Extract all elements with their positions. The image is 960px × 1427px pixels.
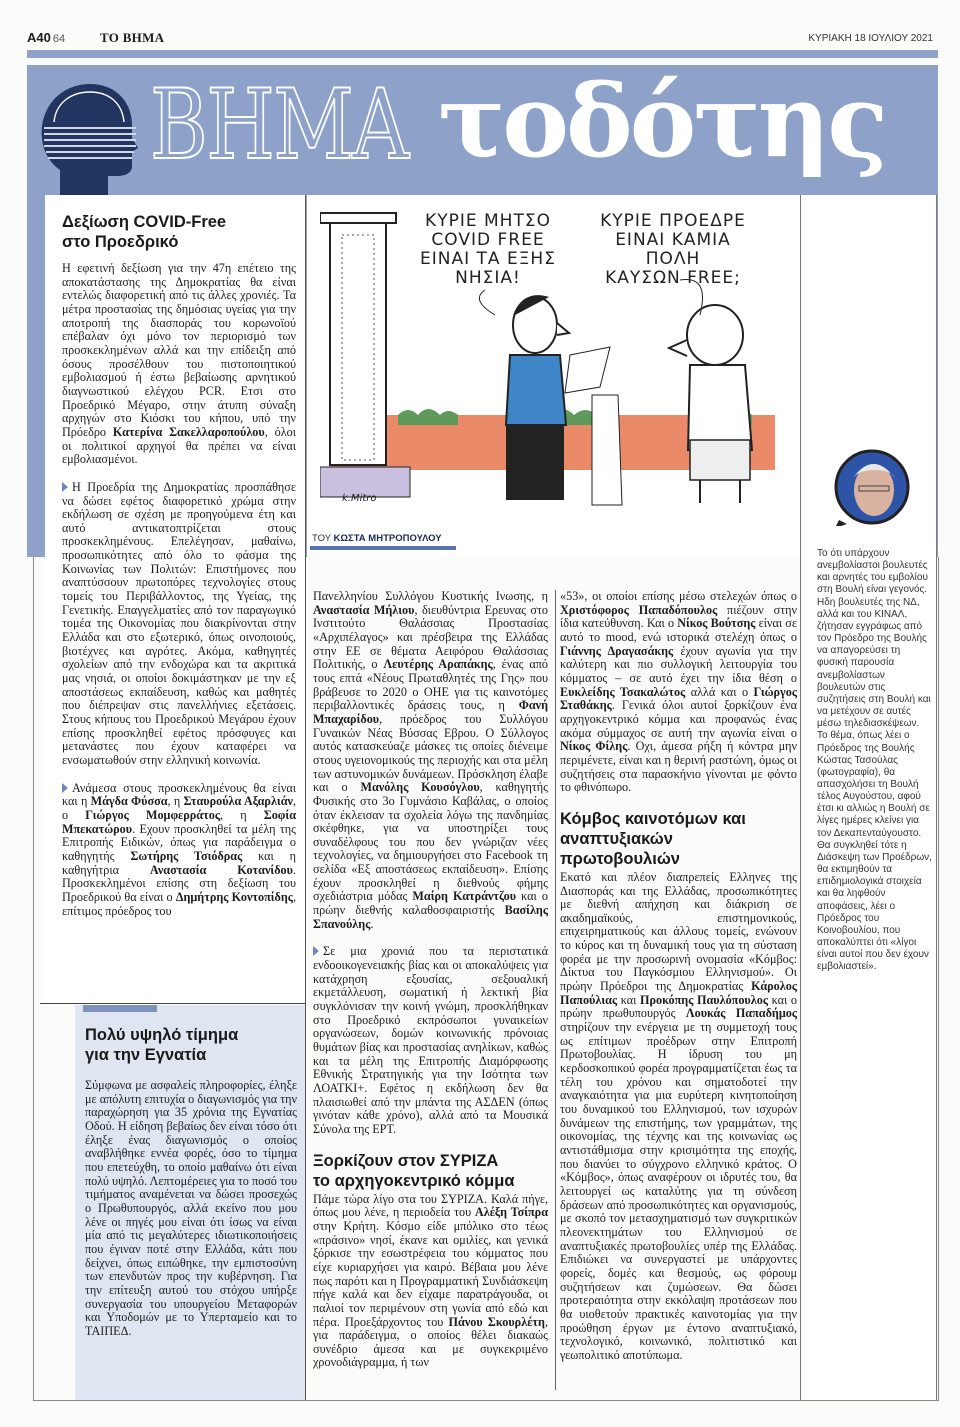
text-run: Η Προεδρία της Δημοκρατίας προσπάθησε να δώσει εφέτος διαφορετικό χρώμα στην εκδήλωση σε σχέση με προηγούμενα έτη και αυτό αντικατοπτρίζεται στους προσκεκλημένους. Επελέγησαν, μαθαίνω, προσωπικότητες από όλο το φάσμα της Κοινωνίας των Πολιτών: Επιστήμονες που αναπτύσσουν πρωτοπόρες τεχνολογίες στους τομείς του Περιβάλλοντος, της Υγείας, της Γενετικής. Επαγγελματίες από τον παραγωγικό τομέα της Οικονομίας που διακρίνονται στην Ελλάδα και στο εξωτερικό, όπως οινοποιούς, βιοτέχνες και αγρότες. Ακόμα, καθηγητές σχολείων από την ενδοχώρα και τα ακριτικά μας νησιά, οι οποίοι δοκιμάστηκαν με την εξ αποστάσεως εκπαίδευση, καθώς και μαθητές που διέπρεψαν στις πανελλήνιες εξετάσεις. Στους κήπους του Προεδρικού Μεγάρου έχουν επίσης προσκληθεί εφέτος πρόσφυγες και μετανάστες που έχουν καταφέρει να ενσωματωθούν στην ελληνική κοινωνία. bbox=[62, 479, 296, 767]
text-run: αλλά και ο bbox=[685, 684, 754, 699]
paragraph bbox=[313, 590, 548, 931]
person-name: Κατερίνα Σακελλαροπούλου bbox=[112, 424, 265, 439]
paragraph bbox=[313, 945, 548, 1136]
text-run: Εκατό και πλέον διαπρεπείς Ελληνες της Διασποράς και της Ελλάδας, προσωπικότητες με διεθνή απήχηση και διάκριση σε ακαδημαϊκούς, επιστημονικούς, επιχειρηματικούς και άλλους τομείς, ενώνουν το κύρος και τη δυναμική τους για τη σύσταση φορέα με την προσωρινή ονομασία «Κόμβος: Δίκτυα του Παγκόσμιου Ελληνισμού». Οι πρώην Πρόεδροι της Δημοκρατίας bbox=[560, 869, 797, 994]
text-run: , καθηγητής Φυσικής στο 3ο Γυμνάσιο Καβάλας, ο οποίος όταν έκλεισαν τα σχολεία λόγω της πανδημίας σκέφθηκε, για να υποστηρίξει τους συναδέλφους του που δεν γνώριζαν νέες τεχνολογίες, να δημιουργήσει στο Facebook τη σελίδα «Εξ αποστάσεως εκπαίδευση». Επίσης έχουν προσκληθεί η διεθνούς φήμης σχεδιάστρια μόδας bbox=[313, 780, 549, 904]
person-name: Λευτέρης Αραπάκης bbox=[383, 657, 493, 672]
paragraph bbox=[62, 262, 296, 467]
speech-line: ΝΗΣΙΑ! bbox=[455, 268, 521, 288]
article-body bbox=[313, 590, 548, 1137]
person-name: Βασίλης Σπανούλης bbox=[313, 903, 548, 931]
text-run: πιέζουν στην ίδια κατεύθυνση. Και ο bbox=[560, 602, 797, 631]
article-body bbox=[313, 1193, 548, 1371]
column-rule bbox=[305, 195, 306, 1400]
article-body bbox=[85, 1079, 297, 1338]
text-run: , επίτιμος πρόεδρος του bbox=[62, 889, 296, 918]
person-name: Φανή Μπαχαρίδου bbox=[313, 698, 548, 726]
person-name: Νίκος Βούτσης bbox=[677, 616, 756, 631]
speech-line: ΚΥΡΙΕ ΠΡΟΕΔΡΕ bbox=[600, 211, 746, 231]
text-run: Πανελληνίου Συλλόγου Κυστικής Ινωσης, η bbox=[313, 589, 548, 603]
text-run: . Προσκεκλημένοι επίσης στη δεξίωση του Προεδρικού θα είναι ο bbox=[62, 862, 296, 904]
text-run: και ο πρώην πρωθυπουργός bbox=[560, 992, 797, 1021]
text-run: και bbox=[617, 992, 641, 1007]
person-name: Αναστασία Κοτανίδου bbox=[149, 862, 293, 877]
text-run: και ο πρώην διεθνής καλαθοσφαιριστής bbox=[313, 889, 548, 918]
masthead-title-todotis: τοδότης bbox=[438, 62, 886, 180]
speech-line: ΚΑΥΣΩΝ FREE; bbox=[605, 268, 741, 288]
article-title bbox=[313, 1151, 548, 1191]
page-number: 64 bbox=[52, 33, 66, 45]
person-name: Αλέξη Τσίπρα bbox=[474, 1205, 548, 1220]
article-syriza-continued bbox=[560, 590, 797, 1376]
column-rule bbox=[555, 590, 556, 1390]
text-run: , ένας από τους επτά «Νέους Πρωταθλητές της Γης» που βράβευσε το 2020 ο ΟΗΕ για τις καινοτόμες περιβαλλοντικές δράσεις τους, η bbox=[313, 657, 548, 713]
title-line: για την Εγνατία bbox=[85, 1046, 207, 1064]
paragraph bbox=[560, 590, 797, 795]
person-name: Γιάννης Δραγασάκης bbox=[560, 643, 674, 658]
title-line: αναπτυξιακών πρωτοβουλιών bbox=[560, 829, 680, 868]
article-body bbox=[560, 590, 797, 795]
person-name: Πάνου Σκουρλέτη bbox=[448, 1314, 545, 1329]
article-title bbox=[62, 212, 296, 252]
person-name: Δημήτρης Κοντοπίδης bbox=[175, 889, 293, 904]
speech-line: COVID FREE bbox=[431, 230, 545, 250]
title-line: Πολύ υψηλό τίμημα bbox=[85, 1026, 239, 1044]
paragraph bbox=[62, 481, 296, 768]
person-name: Μανόλης Κουσόγλου bbox=[360, 780, 480, 795]
person-name: Νίκος Φίλης bbox=[560, 739, 628, 754]
paragraph-marker-icon bbox=[62, 783, 68, 793]
text-run: . bbox=[370, 916, 374, 931]
box-tab bbox=[83, 1005, 157, 1012]
person-name: Χριστόφορος Παπαδόπουλος bbox=[560, 602, 718, 617]
paragraph bbox=[85, 1079, 297, 1338]
text-run: , διευθύντρια Ερευνας στο Ινστιτούτο Θαλάσσιας Προστασίας «Αρχιπέλαγος» και πρέσβειρα της Ελλάδας στην ΕΕ σε θέματα Αειφόρου Θαλάσσιας Πολιτικής, ο bbox=[313, 602, 548, 672]
page-folio bbox=[27, 30, 65, 45]
divider bbox=[40, 1003, 305, 1004]
text-run: Η εφετινή δεξίωση για την 47η επέτειο της αποκατάστασης της Δημοκρατίας θα είναι εντελώς διαφορετική από τις άλλες χρονιές. Τα μέτρα προστασίας της δημόσιας υγείας για την αποτροπή της διασποράς του κορωνοϊού επέβαλαν όχι μόνο τον περιορισμό των προσκεκλημένων αλλά και την επίδειξη από όσους προσέλθουν του πιστοποιητικού εμβολιασμού ή έστω βεβαίωσης αρνητικού διαγνωστικού ελέγχου PCR. Ετσι στο Προεδρικό Μέγαρο, στην άτυπη σύναξη αρχηγών στο Κιόσκι του κήπου, υπό την Πρόεδρο bbox=[62, 261, 296, 439]
credit-prefix: ΤΟΥ bbox=[312, 533, 331, 544]
article-body bbox=[62, 262, 296, 918]
text-run: είναι σε αυτό το mood, ενώ ιστορικά στελέχη όπως ο bbox=[560, 616, 797, 644]
frame-line bbox=[33, 557, 34, 1400]
paragraph bbox=[62, 782, 296, 919]
paragraph-marker-icon bbox=[62, 482, 68, 492]
article-covid-free-continued bbox=[313, 590, 548, 1384]
paragraph-marker-icon bbox=[313, 946, 319, 956]
text-run: «53», οι οποίοι επίσης μέσω στελεχών όπως ο bbox=[560, 589, 797, 603]
section-number: Α40 bbox=[27, 30, 51, 45]
credit-bar bbox=[310, 546, 456, 550]
cartoon-credit bbox=[312, 533, 442, 544]
person-name: Λουκάς Παπαδήμος bbox=[685, 1006, 797, 1021]
frame-line bbox=[33, 1400, 939, 1401]
head-logo-icon bbox=[38, 82, 138, 197]
svg-text:k.Mitro: k.Mitro bbox=[342, 493, 377, 504]
credit-author: ΚΩΣΤΑ ΜΗΤΡΟΠΟΥΛΟΥ bbox=[333, 533, 442, 544]
person-name: Γιώργος Σταθάκης bbox=[560, 684, 797, 713]
article-title bbox=[560, 809, 797, 869]
paragraph bbox=[560, 871, 797, 1363]
speech-line: ΠΟΛΗ bbox=[645, 249, 701, 269]
person-name: Μαίρη Κατράντζου bbox=[412, 889, 517, 904]
text-run: , η bbox=[219, 807, 264, 822]
frame-line bbox=[938, 557, 939, 1400]
speech-line: ΕΙΝΑΙ ΤΑ ΕΞΗΣ bbox=[420, 249, 556, 269]
person-name: Γιώργος Μομφερράτος bbox=[85, 807, 220, 822]
text-run: , η bbox=[167, 794, 184, 809]
text-run: , ο bbox=[62, 794, 296, 822]
text-run: Σε μια χρονιά που τα περιστατικά ενδοοικογενειακής βίας και οι αποκαλύψεις για κατάχρηση εξουσίας, σεξουαλική εκμετάλλευση, σωματική ή λεκτική βία συγκλόνισαν την κοινή γνώμη, προσκλήθηκαν στο Προεδρικό εκπρόσωποι γυναικείων οργανώσεων, δομών κοινωνικής πρόνοιας θυμάτων βίας και προστασίας ανηλίκων, καθώς και τα μέλη της Επιτροπής Διαμόρφωσης Εθνικής Στρατηγικής για την Ισότητα των ΛΟΑΤΚΙ+. Εφέτος η εκδήλωση δεν θα πλαισιωθεί από την μπάντα της ΑΣΔΕΝ (όπως γινόταν κάθε χρόνο), αλλά από τα Μουσικά Σύνολα της ΕΡΤ. bbox=[313, 944, 548, 1136]
text-run: , όλοι οι πολιτικοί αρχηγοί θα πρέπει να είναι εμβολιασμένοι. bbox=[62, 424, 296, 467]
text-run: στην Κρήτη. Κόσμο είδε μπόλικο στο τέως «πράσινο» νησί, έκανε και ομιλίες, και γενικά ξόρκισε την εσωστρέφεια του κόμματος που είχε κυριαρχήσει για καιρό. Βέβαια μου λένε πως παρότι και η Προγραμματική Συνδιάσκεψη πήγε καλά και δεν είχαμε παρατράγουδα, οι παλιοί τον περιμένουν στη γωνία από εδώ και πέρα. Προεξάρχοντος του bbox=[313, 1218, 548, 1329]
sidebar-text: Το ότι υπάρχουν ανεμβολίαστοι βουλευτές και αρνητές του εμβολίου στη Βουλή είναι γεγονός. Ηδη βουλευτές της ΝΔ, αλλά και του ΚΙΝΑΛ, ζήτησαν εγγράφως από τον Πρόεδρο της Βουλής να απαγορεύσει τη φυσική παρουσία ανεμβολίαστων βουλευτών στις συζητήσεις στη Βουλή και να μετέχουν σε αυτές μέσω τηλεδιασκέψεων. Το θέμα, όπως λέει ο Πρόεδρος της Βουλής Κώστας Τασούλας (φωτογραφία), θα απασχολήσει τη Βουλή τέλος Αυγούστου, αφού έτσι κι αλλιώς η Βουλή σε λίγες ημέρες κλείνει για τον Δεκαπενταύγουστο. Θα συγκληθεί τότε η Διάσκεψη των Προέδρων, θα εκτιμηθούν τα επιδημιολογικά στοιχεία και θα ληφθούν αποφάσεις, λέει ο Πρόεδρος του Κοινοβουλίου, που αποκαλύπτει ότι «λίγοι είναι αυτοί που δεν έχουν εμβολιαστεί». bbox=[817, 548, 932, 973]
person-name: Σοφία Μπεκατώρου bbox=[62, 807, 296, 836]
speech-line: ΕΙΝΑΙ ΚΑΜΙΑ bbox=[615, 230, 731, 250]
paragraph bbox=[313, 1193, 548, 1371]
text-run: Ανάμεσα στους προσκεκλημένους θα είναι και η bbox=[62, 780, 296, 809]
header-rule bbox=[27, 50, 938, 58]
person-name: Ευκλείδης Τσακαλώτος bbox=[560, 684, 686, 699]
text-run: Σύμφωνα με ασφαλείς πληροφορίες, έληξε με απόλυτη επιτυχία ο διαγωνισμός για την παραχώρηση για 35 χρόνια της Εγνατίας Οδού. Η είδηση βεβαίως δεν είναι τόσο ότι έληξε ένας διαγωνισμός ο οποίος αναβλήθηκε εννέα φορές, όσο το τίμημα που επετεύχθη, το οποίο μαθαίνω ότι είναι πολύ υψηλό. Λεπτομέρειες για το ποσό του τιμήματος αναμένεται να δώσει προσεχώς ο Πρωθυπουργός, αλλά εκείνο που μου λένε οι πηγές μου είναι ότι ίσως να είναι μία από τις μεγαλύτερες ιδιωτικοποιήσεις που έγιναν ποτέ στην Ελλάδα, κάτι που δείχνει, όπως ειπώθηκε, την εμπιστοσύνη των επενδυτών προς την κυβέρνηση. Για την επίτευξη αυτού του στόχου υπήρξε συνεργασία του υπουργείου Μεταφορών και Υποδομών με το Υπερταμείο και το ΤΑΙΠΕΔ. bbox=[85, 1078, 297, 1338]
person-name: Αναστασία Μήλιου bbox=[313, 602, 415, 617]
person-name: Μάγδα Φύσσα bbox=[90, 794, 168, 809]
title-line: Ξορκίζουν στον ΣΥΡΙΖΑ bbox=[313, 1151, 499, 1170]
text-run: . Οχι, άμεσα ρήξη ή κόντρα μην περιμένετε, είναι και η θερινή ραστώνη, όμως οι συζητήσεις στα παρασκήνιο γίνονται με φόντο το φθινόπωρο. bbox=[560, 739, 797, 795]
article-egnatia bbox=[85, 1025, 297, 1352]
text-run: στηρίζουν την ενέργεια με τη συμμετοχή τους ως επίτιμων προέδρων στην Επιτροπή Πρωτοβουλίας. Η ίδρυση του μη κερδοσκοπικού φορέα προγραμματίζεται έως τα τέλη του χρόνου και σηματοδοτεί την αναγκαιότητα για μια ευρύτερη κινητοποίηση του δυναμικού του Ελληνισμού, των ισχυρών δυνάμεων της επιστήμης, των γραμμάτων, της οικονομίας, της τέχνης και της κοινωνίας ως αντιστάθμισμα στην κρισιμότητα της εποχής, που διανύει το σύγχρονο ελληνικό κράτος. Ο «Κόμβος», όπως αναφέρουν οι ιδρυτές του, θα λειτουργεί ως καταλύτης για τη σύνδεση δράσεων από προσωπικότητες και οργανισμούς, με σκοπό τον μετασχηματισμό των συγκριτικών πλεονεκτημάτων του Ελληνισμού σε αναπτυξιακές πρωτοβουλίες υπέρ της Ελλάδας. Επιδιώκει να συνεργαστεί με υπάρχοντες φορείς, δομές και θεσμούς, ως φόρουμ συζητήσεων και ζυμώσεων. Θα δώσει προτεραιότητα στην εκκόλαψη προτάσεων που θα υιοθετούν πρακτικές καινοτομίας για την προώθηση έργων με έντονο αναπτυξιακό, τεχνολογικό, κοινωνικό, πολιτιστικό και γεωπολιτικό αποτύπωμα. bbox=[560, 1020, 797, 1362]
person-name: Κάρολος Παπούλιας bbox=[560, 979, 797, 1007]
title-line: Κόμβος καινοτόμων και bbox=[560, 809, 746, 828]
issue-date: ΚΥΡΙΑΚΗ 18 ΙΟΥΛΙΟΥ 2021 bbox=[808, 33, 933, 44]
speech-bubble-left bbox=[408, 212, 568, 288]
article-title bbox=[85, 1025, 297, 1065]
text-run: έχουν αγωνία για την καλύτερη και πιο συλλογική λειτουργία του κόμματος – σε αυτό έχει την ίδια θέση ο bbox=[560, 643, 797, 685]
masthead-title-vima: ΒΗΜΑ bbox=[150, 69, 408, 181]
article-covid-free bbox=[62, 212, 296, 932]
text-run: Πάμε τώρα λίγο στα του ΣΥΡΙΖΑ. Καλά πήγε, όπως μου λένε, η περιοδεία του bbox=[313, 1191, 548, 1220]
article-body bbox=[560, 871, 797, 1363]
speech-line: ΚΥΡΙΕ ΜΗΤΣΟ bbox=[425, 211, 551, 231]
person-name: Προκόπης Παυλόπουλος bbox=[640, 992, 768, 1007]
title-line: Δεξίωση COVID-Free bbox=[62, 213, 227, 231]
text-run: και η καθηγήτρια bbox=[62, 848, 296, 877]
speech-bubble-right bbox=[578, 212, 768, 288]
person-name: Σωτήρης Τσιόδρας bbox=[130, 848, 243, 863]
newspaper-name: ΤΟ ΒΗΜΑ bbox=[100, 30, 165, 45]
text-run: , πρόεδρος του Συλλόγου Γυναικών Νέας Βύσσας Εβρου. Ο Σύλλογος αυτός κατασκεύαζε μάσκες τις οποίες διένειμε στους υγειονομικούς της περιοχής και στα μέλη των αστυνομικών δυνάμεων. Πρόσκληση έλαβε και ο bbox=[313, 711, 548, 795]
text-run: . Εχουν προσκληθεί τα μέλη της Επιτροπής Ειδικών, όπως για παράδειγμα ο καθηγητής bbox=[62, 821, 296, 863]
title-line: το αρχηγοκεντρικό κόμμα bbox=[313, 1171, 515, 1190]
text-run: . Γενικά όλοι αυτοί ξορκίζουν ένα αρχηγοκεντρικό κόμμα και προφανώς ένας ακόμα σύμμαχος σε αυτή την αγωνία είναι ο bbox=[560, 698, 797, 740]
title-line: στο Προεδρικό bbox=[62, 233, 179, 251]
person-name: Σταυρούλα Αξαρλιάν bbox=[183, 794, 293, 809]
text-run: , για παράδειγμα, ο οποίος θέλει διακαώς συνέδριο άμεσα και με συγκεκριμένο χρονοδιάγραμμα, ή των bbox=[313, 1314, 548, 1370]
portrait-photo bbox=[833, 448, 911, 526]
